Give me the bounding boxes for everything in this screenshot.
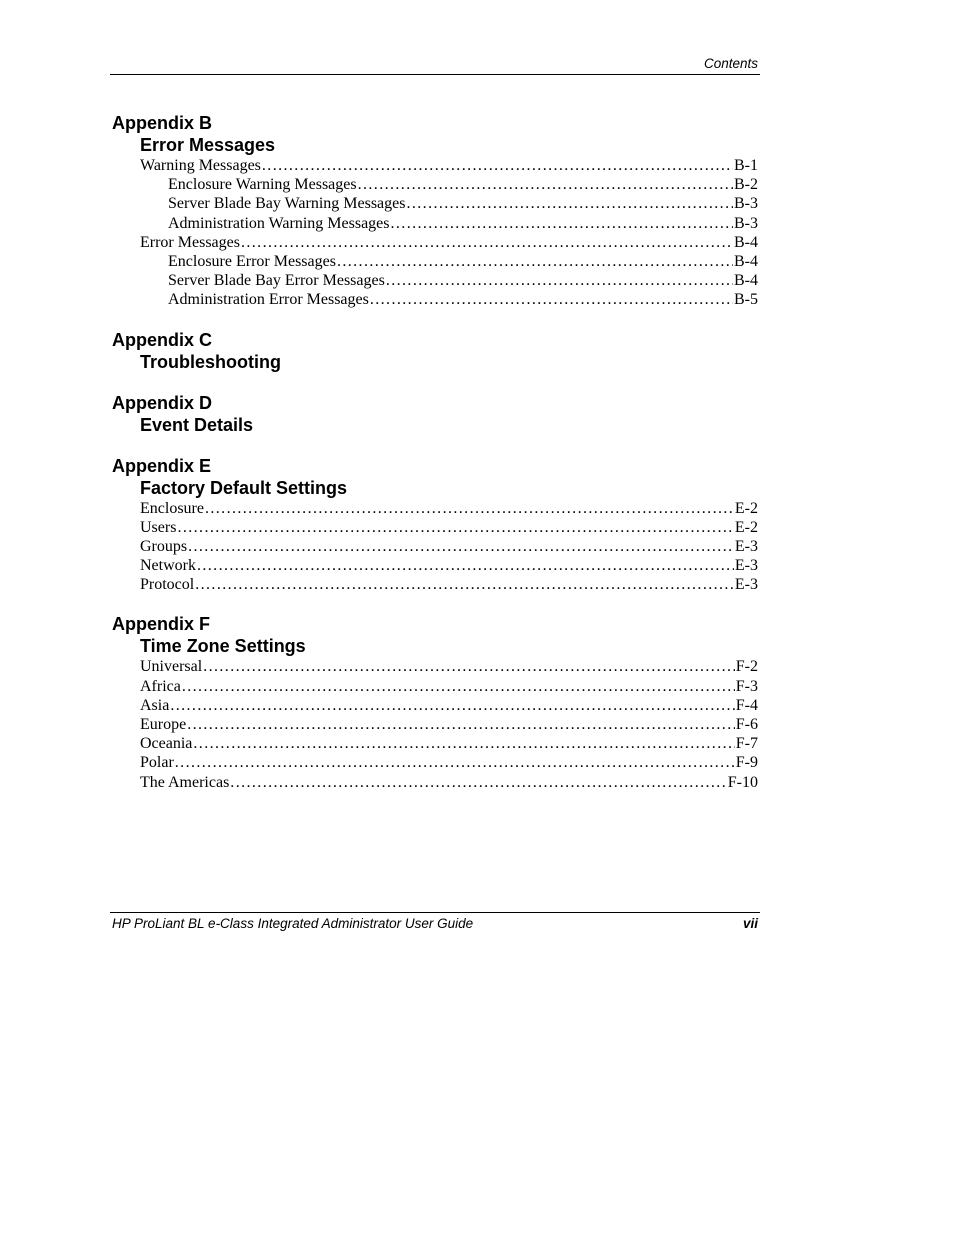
- dot-leader: [230, 773, 726, 792]
- toc-entry-title: The Americas: [140, 773, 230, 791]
- toc-entry[interactable]: [112, 214, 758, 233]
- toc-entry-page: B-3: [734, 195, 758, 213]
- toc-entry-title: Server Blade Bay Error Messages: [168, 272, 385, 290]
- toc-entry-page: F-10: [727, 773, 758, 791]
- dot-leader: [262, 156, 733, 175]
- header-section-title: Contents: [703, 56, 758, 71]
- toc-entry-title: Africa: [140, 677, 181, 695]
- toc-entry-page: F-6: [735, 716, 758, 733]
- toc-entry[interactable]: [112, 175, 758, 194]
- toc-entry-page: E-3: [734, 557, 758, 575]
- toc-entry-title: Universal: [140, 658, 203, 676]
- dot-leader: [177, 518, 733, 537]
- dot-leader: [193, 734, 734, 753]
- toc-entry-title: Error Messages: [140, 233, 240, 251]
- toc-entry[interactable]: [112, 773, 758, 792]
- appendix-label: Appendix C: [112, 329, 213, 350]
- toc-entry-title: Administration Warning Messages: [168, 214, 390, 232]
- toc-entry[interactable]: [112, 233, 758, 252]
- dot-leader: [203, 657, 735, 676]
- dot-leader: [175, 753, 735, 772]
- appendix-label: Appendix D: [112, 392, 213, 413]
- toc-entry[interactable]: [112, 677, 758, 696]
- toc-entry[interactable]: [112, 537, 758, 556]
- dot-leader: [370, 290, 733, 309]
- toc-entry-page: B-4: [734, 233, 758, 251]
- toc-entry[interactable]: [112, 156, 758, 175]
- toc-entry-title: Europe: [140, 716, 187, 733]
- page-header: [110, 55, 760, 75]
- table-of-contents: [112, 112, 758, 811]
- appendix-c: [112, 329, 758, 373]
- toc-entry[interactable]: [112, 556, 758, 575]
- toc-entry-page: F-7: [735, 735, 758, 753]
- toc-entry-title: Administration Error Messages: [168, 291, 369, 309]
- toc-entry-title: Enclosure Error Messages: [168, 252, 336, 270]
- appendix-f: [112, 613, 758, 791]
- toc-entry-title: Enclosure: [140, 499, 204, 517]
- toc-entry[interactable]: [112, 271, 758, 290]
- appendix-b: [112, 112, 758, 310]
- dot-leader: [187, 715, 735, 734]
- page-footer: [110, 912, 760, 935]
- dot-leader: [386, 271, 733, 290]
- dot-leader: [188, 537, 734, 556]
- toc-entry[interactable]: [112, 657, 758, 676]
- toc-entry-page: B-5: [734, 291, 758, 309]
- appendix-title[interactable]: Troubleshooting: [140, 351, 281, 372]
- appendix-label: Appendix B: [112, 113, 213, 133]
- toc-entry[interactable]: [112, 518, 758, 537]
- appendix-e: [112, 455, 758, 595]
- toc-entry[interactable]: [112, 194, 758, 213]
- dot-leader: [241, 233, 733, 252]
- appendix-label: Appendix E: [112, 455, 212, 476]
- dot-leader: [195, 575, 734, 594]
- toc-entry-page: F-2: [735, 658, 758, 676]
- appendix-d: [112, 392, 758, 436]
- toc-entry-page: E-2: [734, 499, 758, 517]
- toc-entry-title: Protocol: [140, 576, 195, 594]
- toc-entry-page: E-3: [734, 576, 758, 594]
- dot-leader: [406, 194, 733, 213]
- toc-entry-page: B-2: [734, 176, 758, 194]
- appendix-title[interactable]: Error Messages: [140, 135, 276, 155]
- appendix-label: Appendix F: [112, 614, 210, 635]
- toc-entry[interactable]: [112, 252, 758, 271]
- toc-entry-title: Warning Messages: [140, 157, 261, 174]
- toc-entry-page: F-3: [735, 677, 758, 695]
- toc-entry[interactable]: [112, 290, 758, 309]
- toc-entry[interactable]: [112, 696, 758, 715]
- toc-entry[interactable]: [112, 499, 758, 518]
- toc-entry[interactable]: [112, 734, 758, 753]
- dot-leader: [337, 252, 733, 271]
- toc-entry-page: E-2: [734, 518, 758, 536]
- toc-entry-title: Users: [140, 518, 177, 536]
- toc-entry[interactable]: [112, 753, 758, 772]
- appendix-title[interactable]: Factory Default Settings: [140, 477, 348, 498]
- appendix-title[interactable]: Time Zone Settings: [140, 636, 306, 657]
- toc-entry-title: Polar: [140, 754, 174, 772]
- toc-entry-title: Server Blade Bay Warning Messages: [168, 195, 406, 213]
- dot-leader: [182, 677, 735, 696]
- dot-leader: [170, 696, 734, 715]
- toc-entry[interactable]: [112, 575, 758, 594]
- toc-entry-title: Asia: [140, 696, 170, 714]
- toc-entry-title: Network: [140, 557, 196, 575]
- toc-entry-page: B-4: [734, 252, 758, 270]
- toc-entry-title: Oceania: [140, 735, 193, 753]
- footer-guide-title: HP ProLiant BL e-Class Integrated Administrator User Guide: [112, 916, 474, 931]
- dot-leader: [197, 556, 734, 575]
- dot-leader: [358, 175, 733, 194]
- dot-leader: [391, 214, 734, 233]
- toc-entry-title: Groups: [140, 537, 188, 555]
- toc-entry-page: E-3: [734, 537, 758, 555]
- toc-entry-page: F-9: [735, 754, 758, 772]
- toc-entry-title: Enclosure Warning Messages: [168, 176, 357, 194]
- toc-entry-page: B-3: [734, 214, 758, 232]
- dot-leader: [205, 499, 734, 518]
- appendix-title[interactable]: Event Details: [140, 414, 254, 435]
- toc-entry-page: B-1: [734, 157, 758, 174]
- footer-page-number: vii: [742, 916, 758, 931]
- toc-entry-page: F-4: [735, 696, 758, 714]
- toc-entry-page: B-4: [734, 272, 758, 290]
- toc-entry[interactable]: [112, 715, 758, 734]
